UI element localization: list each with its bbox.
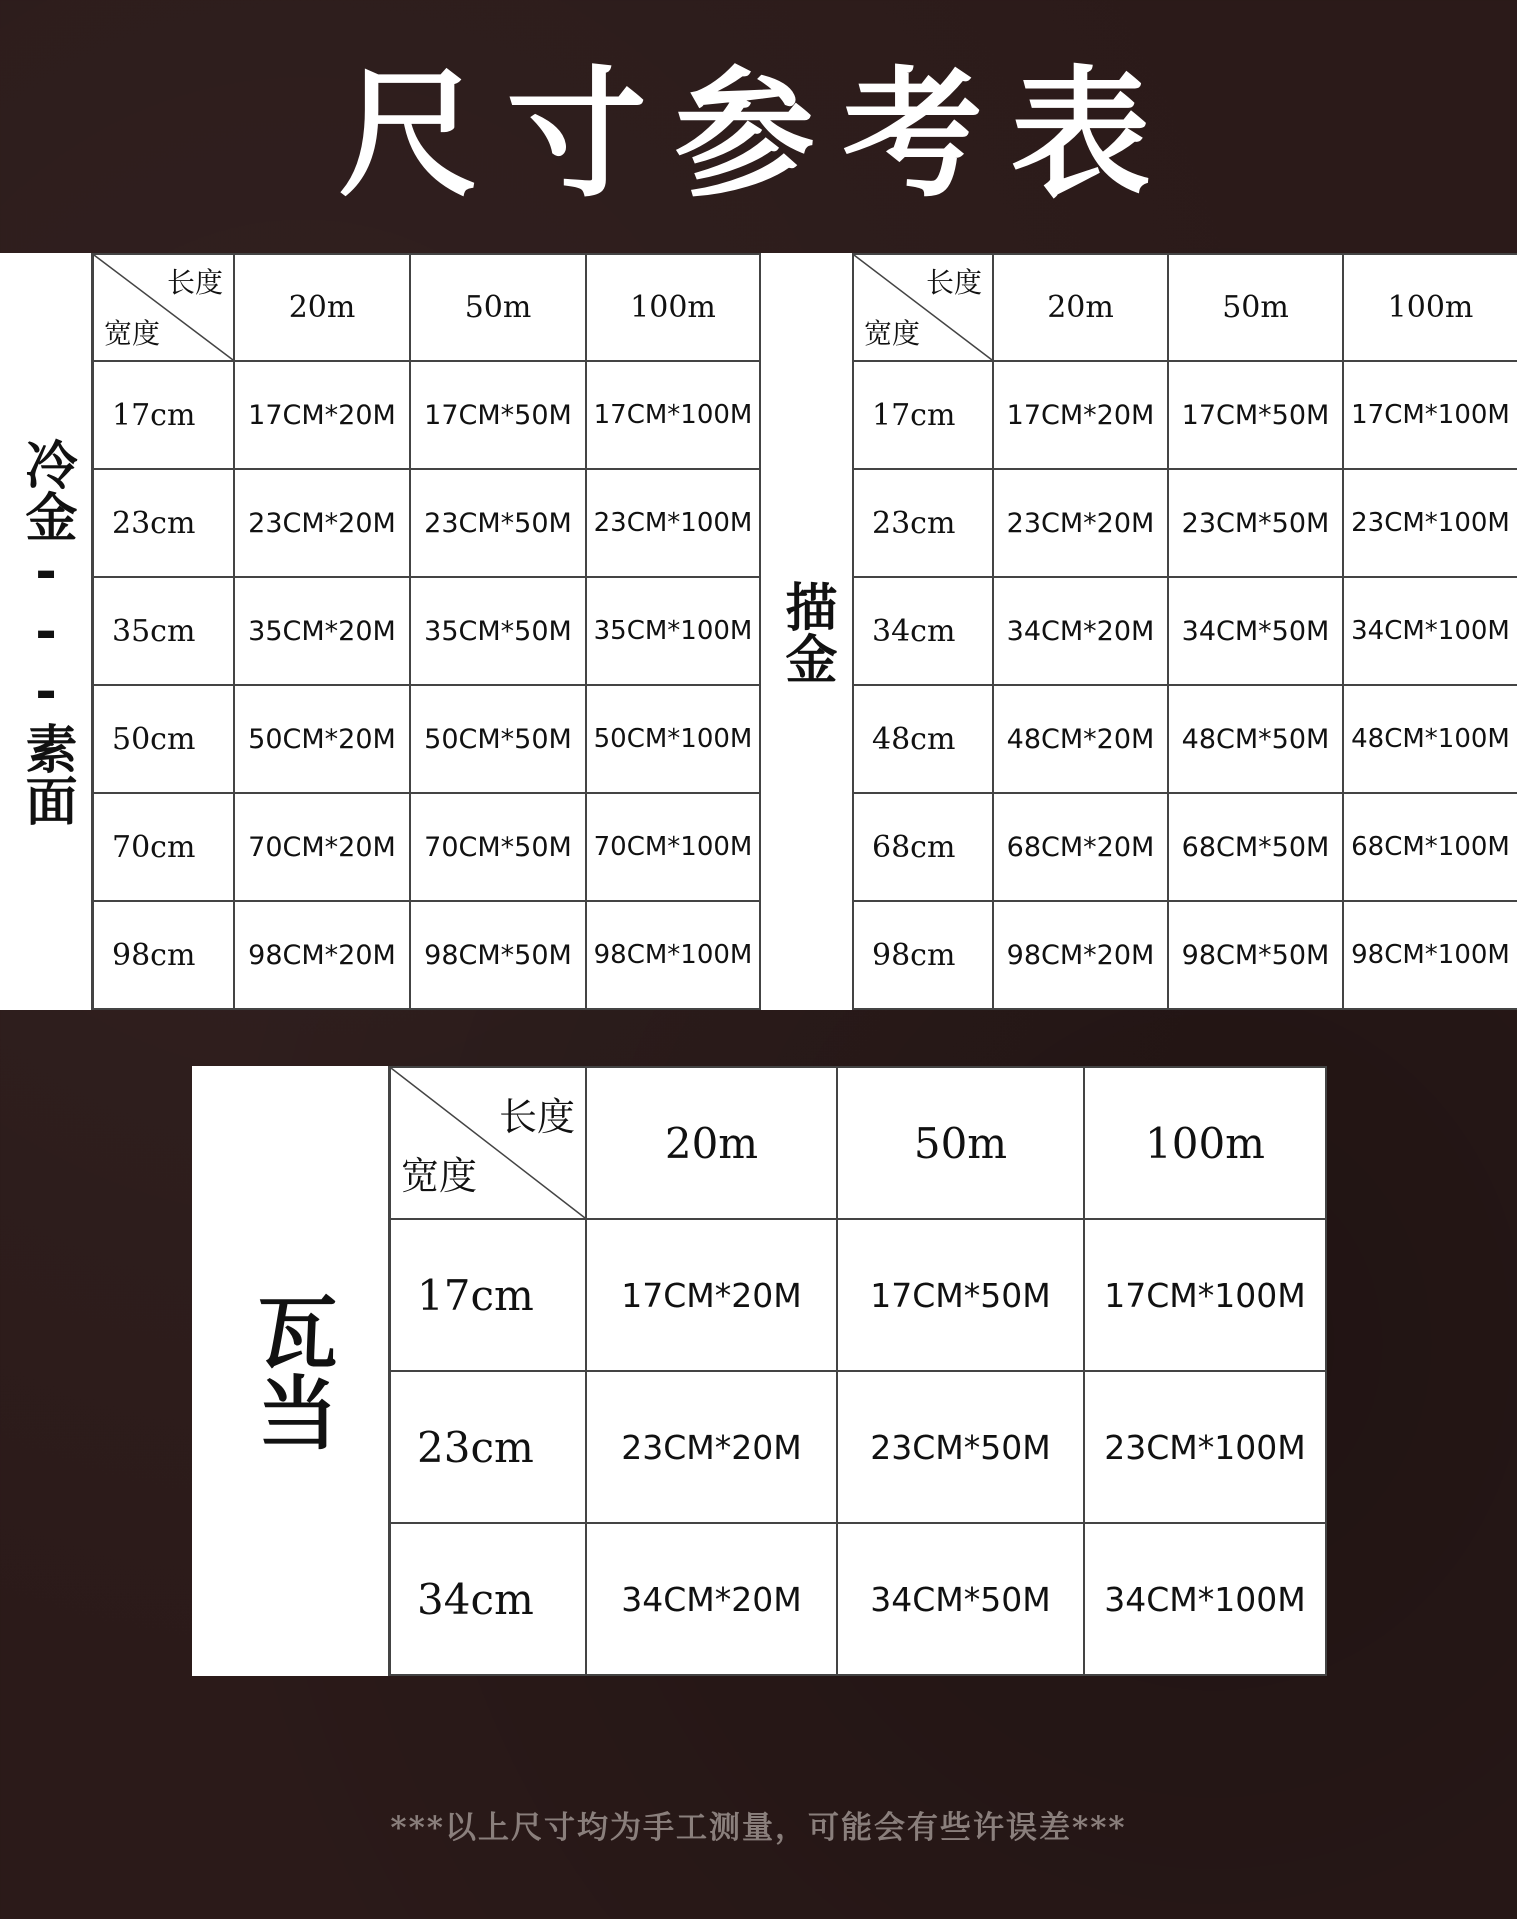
column-header: 100m [586, 254, 760, 361]
table-row [390, 1371, 1326, 1523]
size-cell: 34CM*20M [993, 577, 1168, 685]
width-cell: 34cm [390, 1523, 586, 1675]
size-cell: 70CM*50M [410, 793, 586, 901]
footer-note: ***以上尺寸均为手工测量，可能会有些许误差*** [390, 1810, 1127, 1846]
size-cell: 17CM*100M [1084, 1219, 1326, 1371]
column-header: 50m [837, 1067, 1084, 1219]
column-header: 20m [993, 254, 1168, 361]
table-row [93, 361, 760, 469]
column-header: 50m [410, 254, 586, 361]
size-cell: 98CM*100M [1343, 901, 1517, 1009]
size-cell: 23CM*20M [993, 469, 1168, 577]
size-cell: 17CM*50M [410, 361, 586, 469]
width-cell: 17cm [93, 361, 234, 469]
category-label-miaojin [760, 253, 852, 1010]
width-cell: 50cm [93, 685, 234, 793]
width-cell: 17cm [853, 361, 993, 469]
category-label-lengjin [0, 253, 92, 1010]
size-cell: 34CM*50M [837, 1523, 1084, 1675]
table-row [93, 685, 760, 793]
column-header: 100m [1084, 1067, 1326, 1219]
size-cell: 34CM*50M [1168, 577, 1343, 685]
length-label: 长度 [925, 266, 982, 299]
size-cell: 35CM*50M [410, 577, 586, 685]
size-cell: 17CM*100M [1343, 361, 1517, 469]
table-row [853, 469, 1517, 577]
table-row [93, 793, 760, 901]
size-cell: 98CM*20M [993, 901, 1168, 1009]
size-cell: 98CM*100M [586, 901, 760, 1009]
divider [759, 253, 761, 1010]
width-cell: 48cm [853, 685, 993, 793]
category-label-text: 描金 [776, 579, 836, 684]
table-row [93, 577, 760, 685]
size-cell: 35CM*20M [234, 577, 410, 685]
size-cell: 48CM*50M [1168, 685, 1343, 793]
corner-cell [853, 254, 993, 361]
width-cell: 35cm [93, 577, 234, 685]
table-row [93, 901, 760, 1009]
size-cell: 17CM*100M [586, 361, 760, 469]
column-header: 20m [586, 1067, 837, 1219]
size-cell: 98CM*20M [234, 901, 410, 1009]
size-cell: 48CM*20M [993, 685, 1168, 793]
size-table-lengjin [92, 253, 761, 1010]
length-label: 长度 [166, 266, 223, 299]
width-cell: 23cm [390, 1371, 586, 1523]
corner-cell [93, 254, 234, 361]
size-cell: 17CM*50M [837, 1219, 1084, 1371]
width-cell: 23cm [853, 469, 993, 577]
length-label: 长度 [498, 1095, 575, 1139]
table-row [390, 1219, 1326, 1371]
table-row [853, 901, 1517, 1009]
category-label-text: 冷金---素面 [16, 437, 76, 826]
table-row [853, 361, 1517, 469]
width-cell: 68cm [853, 793, 993, 901]
table-row [853, 793, 1517, 901]
table-row [390, 1523, 1326, 1675]
size-cell: 68CM*50M [1168, 793, 1343, 901]
size-cell: 23CM*100M [1343, 469, 1517, 577]
column-header: 100m [1343, 254, 1517, 361]
table-header-row [853, 254, 1517, 361]
size-cell: 50CM*20M [234, 685, 410, 793]
width-label: 宽度 [864, 317, 921, 350]
corner-cell [390, 1067, 586, 1219]
category-label-wadang [192, 1066, 390, 1676]
width-cell: 70cm [93, 793, 234, 901]
size-cell: 23CM*20M [586, 1371, 837, 1523]
size-cell: 23CM*100M [1084, 1371, 1326, 1523]
size-cell: 68CM*20M [993, 793, 1168, 901]
size-cell: 48CM*100M [1343, 685, 1517, 793]
size-cell: 50CM*100M [586, 685, 760, 793]
size-cell: 34CM*100M [1084, 1523, 1326, 1675]
width-label: 宽度 [104, 317, 161, 350]
size-table-miaojin [852, 253, 1517, 1010]
size-cell: 23CM*100M [586, 469, 760, 577]
table-header-row [93, 254, 760, 361]
width-cell: 98cm [93, 901, 234, 1009]
table-header-row [390, 1067, 1326, 1219]
size-cell: 34CM*20M [586, 1523, 837, 1675]
size-cell: 98CM*50M [410, 901, 586, 1009]
size-cell: 23CM*50M [410, 469, 586, 577]
size-cell: 68CM*100M [1343, 793, 1517, 901]
width-cell: 34cm [853, 577, 993, 685]
width-label: 宽度 [401, 1154, 478, 1198]
column-header: 20m [234, 254, 410, 361]
size-cell: 98CM*50M [1168, 901, 1343, 1009]
size-cell: 50CM*50M [410, 685, 586, 793]
size-cell: 70CM*20M [234, 793, 410, 901]
page-title: 尺寸参考表 [338, 53, 1179, 217]
table-row [93, 469, 760, 577]
table-row [853, 577, 1517, 685]
size-cell: 34CM*100M [1343, 577, 1517, 685]
column-header: 50m [1168, 254, 1343, 361]
size-cell: 35CM*100M [586, 577, 760, 685]
size-cell: 70CM*100M [586, 793, 760, 901]
width-cell: 23cm [93, 469, 234, 577]
size-cell: 17CM*50M [1168, 361, 1343, 469]
size-cell: 23CM*50M [837, 1371, 1084, 1523]
size-cell: 23CM*50M [1168, 469, 1343, 577]
size-cell: 17CM*20M [993, 361, 1168, 469]
size-cell: 17CM*20M [586, 1219, 837, 1371]
width-cell: 17cm [390, 1219, 586, 1371]
width-cell: 98cm [853, 901, 993, 1009]
category-label-text: 瓦当 [244, 1291, 337, 1451]
size-cell: 17CM*20M [234, 361, 410, 469]
table-row [853, 685, 1517, 793]
size-table-wadang [389, 1066, 1327, 1676]
size-cell: 23CM*20M [234, 469, 410, 577]
